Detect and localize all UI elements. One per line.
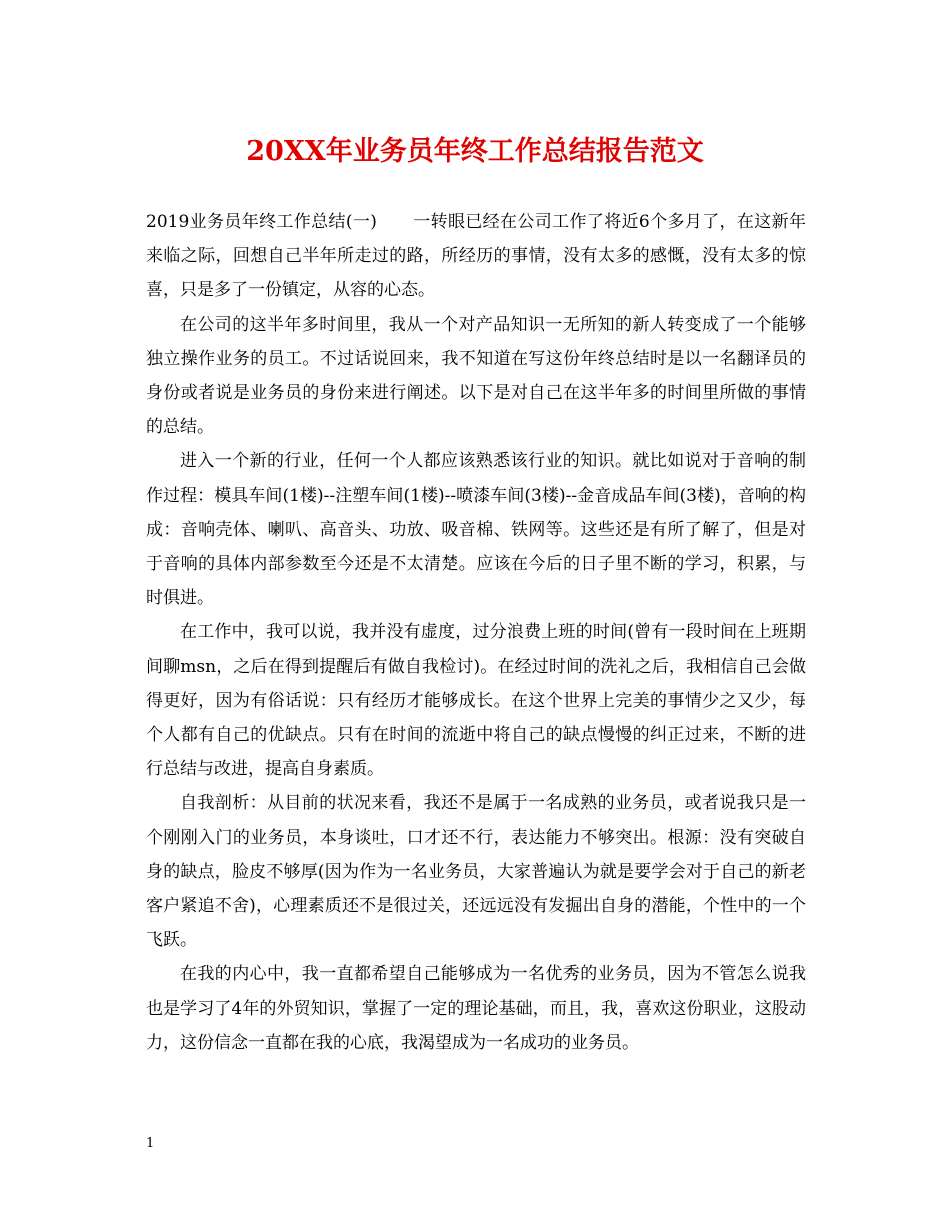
paragraph-6: 在我的内心中，我一直都希望自己能够成为一名优秀的业务员，因为不管怎么说我也是学习了4年的外贸知识，掌握了一定的理论基础，而且，我，喜欢这份职业，这股动力，这份信念一直都在我的心底，我渴望成为一名成功的业务员。: [146, 964, 806, 1053]
paragraph-3: 进入一个新的行业，任何一个人都应该熟悉该行业的知识。就比如说对于音响的制作过程：模具车间(1楼)--注塑车间(1楼)--喷漆车间(3楼)--金音成品车间(3楼)，音响的构成：音响壳体、喇叭、高音头、功放、吸音棉、铁网等。这些还是有所了解了，但是对于音响的具体内部参数至今还是不太清楚。应该在今后的日子里不断的学习，积累，与时俱进。: [146, 451, 806, 609]
paragraph-1: [146, 205, 806, 308]
page-number: 1: [146, 1136, 155, 1151]
document-body: [146, 205, 806, 1060]
paragraph-4: 在工作中，我可以说，我并没有虚度，过分浪费上班的时间(曾有一段时间在上班期间聊msn，之后在得到提醒后有做自我检讨)。在经过时间的洗礼之后，我相信自己会做得更好，因为有俗话说：只有经历才能够成长。在这个世界上完美的事情少之又少，每个人都有自己的优缺点。只有在时间的流逝中将自己的缺点慢慢的纠正过来，不断的进行总结与改进，提高自身素质。: [146, 622, 806, 780]
paragraph-1-text: 一转眼已经在公司工作了将近6个多月了，在这新年来临之际，回想自己半年所走过的路，所经历的事情，没有太多的感慨，没有太多的惊喜，只是多了一份镇定，从容的心态。: [146, 212, 806, 301]
section-lead-label: 2019业务员年终工作总结(一): [146, 212, 377, 232]
document-title: 20XX年业务员年终工作总结报告范文: [246, 136, 704, 167]
paragraph-5: 自我剖析：从目前的状况来看，我还不是属于一名成熟的业务员，或者说我只是一个刚刚入门的业务员，本身谈吐，口才还不行，表达能力不够突出。根源：没有突破自身的缺点，脸皮不够厚(因为作为一名业务员，大家普遍认为就是要学会对于自己的新老客户紧追不舍)，心理素质还不是很过关，还远远没有发掘出自身的潜能，个性中的一个飞跃。: [146, 793, 806, 951]
paragraph-2: 在公司的这半年多时间里，我从一个对产品知识一无所知的新人转变成了一个能够独立操作业务的员工。不过话说回来，我不知道在写这份年终总结时是以一名翻译员的身份或者说是业务员的身份来进行阐述。以下是对自己在这半年多的时间里所做的事情的总结。: [146, 314, 806, 438]
